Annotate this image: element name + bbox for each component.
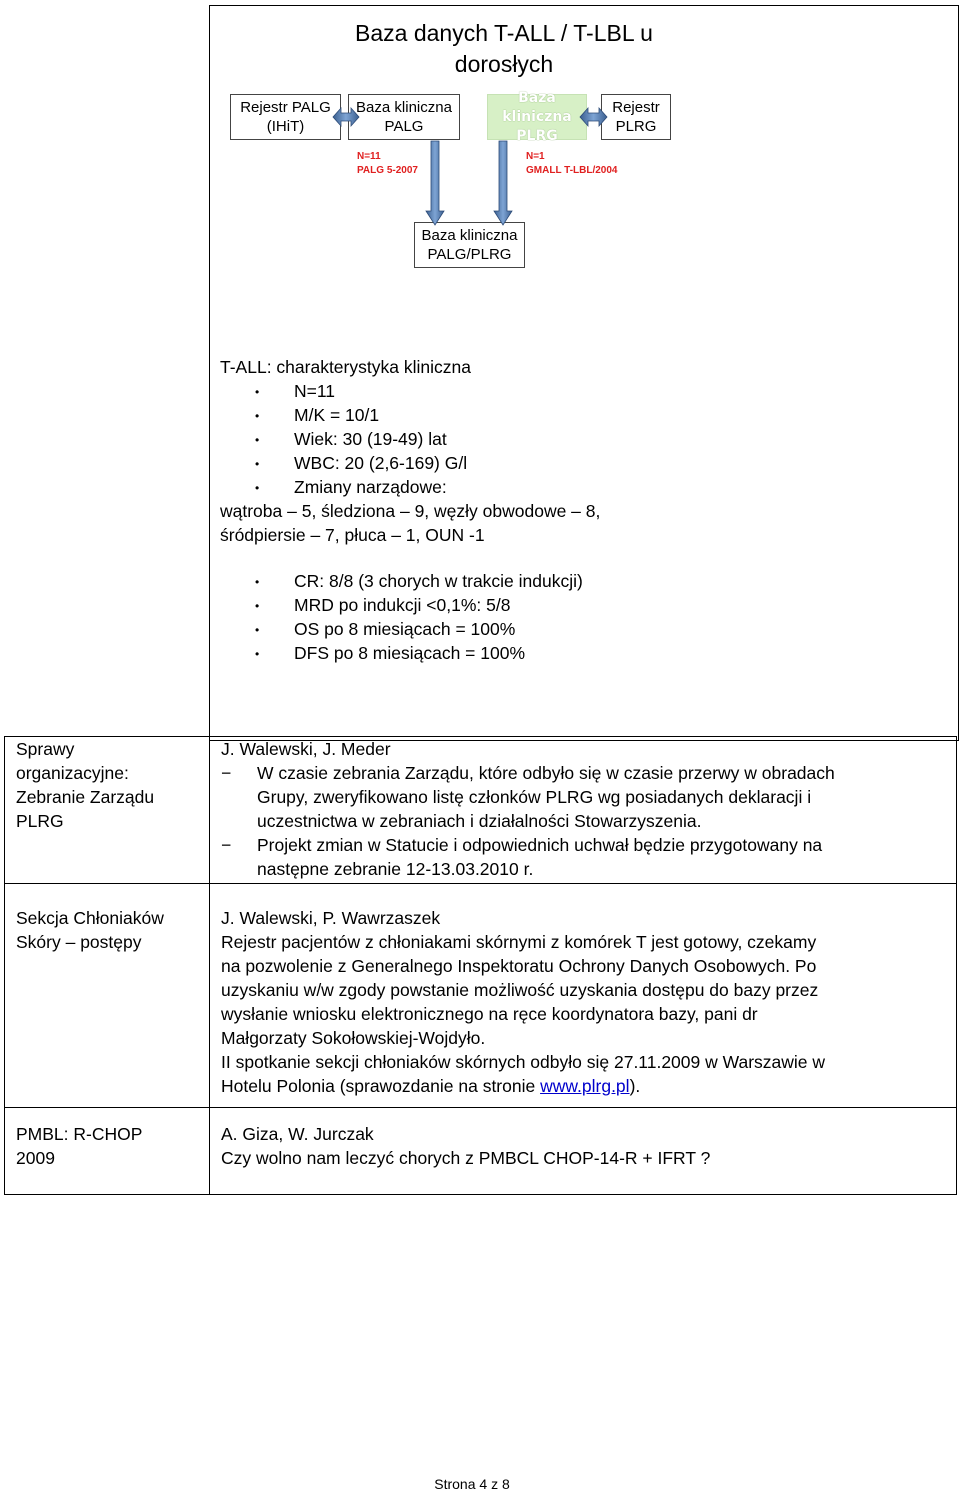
box-rejestr-palg-line2: (IHiT) bbox=[266, 118, 305, 135]
row2-author: J. Walewski, P. Wawrzaszek bbox=[221, 908, 441, 928]
row1-item-1-line: Grupy, zweryfikowano listę członków PLRG wg posiadanych deklaracji i bbox=[257, 787, 812, 807]
row2-last-line bbox=[221, 1074, 825, 1098]
row1-left bbox=[16, 737, 154, 833]
row2-line: Małgorzaty Sokołowskiej-Wojdyło. bbox=[221, 1028, 486, 1048]
row2-left-line: Skóry – postępy bbox=[16, 932, 142, 952]
arrow-down-palg bbox=[426, 141, 444, 225]
double-arrow-right bbox=[580, 108, 607, 126]
box-baza-plrg-line1: Baza kliniczna bbox=[502, 89, 572, 125]
row1-item-1-line: W czasie zebrania Zarządu, które odbyło się w czasie przerwy w obradach bbox=[257, 763, 835, 783]
box-rejestr-palg-line1: Rejestr PALG bbox=[240, 99, 331, 116]
row3-left bbox=[16, 1122, 142, 1170]
row2-last-prefix: Hotelu Polonia (sprawozdanie na stronie bbox=[221, 1076, 541, 1096]
bullet-glyph: • bbox=[255, 457, 260, 471]
arrow-down-plrg bbox=[494, 141, 512, 225]
row2-line: na pozwolenie z Generalnego Inspektoratu Ochrony Danych Osobowych. Po bbox=[221, 956, 817, 976]
bullet-text: CR: 8/8 (3 chorych w trakcie indukcji) bbox=[294, 571, 583, 591]
row2-line: II spotkanie sekcji chłoniaków skórnych odbyło się 27.11.2009 w Warszawie w bbox=[221, 1052, 826, 1072]
row3-left-line: 2009 bbox=[16, 1148, 55, 1168]
box-baza-plrg-line2: PLRG bbox=[516, 127, 558, 144]
bullet-glyph: • bbox=[255, 385, 260, 399]
bullet-glyph: • bbox=[255, 599, 260, 613]
note-palg bbox=[357, 150, 418, 178]
bullet-glyph: • bbox=[255, 575, 260, 589]
bullet-glyph: • bbox=[255, 433, 260, 447]
bullet-glyph: • bbox=[255, 623, 260, 637]
row2-line: uzyskaniu w/w zgody powstanie możliwość uzyskania dostępu do bazy przez bbox=[221, 980, 819, 1000]
row2-last-suffix: ). bbox=[629, 1076, 641, 1096]
bullet-text: WBC: 20 (2,6-169) G/l bbox=[294, 453, 468, 473]
row3-left-line: PMBL: R-CHOP bbox=[16, 1124, 143, 1144]
bullet-glyph: • bbox=[255, 409, 260, 423]
dash-glyph: − bbox=[221, 835, 232, 855]
bullet-text: Wiek: 30 (19-49) lat bbox=[294, 429, 447, 449]
row1-item-1-line: uczestnictwa w zebraniach i działalności Stowarzyszenia. bbox=[257, 811, 702, 831]
row1-left-line: Zebranie Zarządu bbox=[16, 787, 155, 807]
row1-left-line: PLRG bbox=[16, 811, 64, 831]
bullet-text: DFS po 8 miesiącach = 100% bbox=[294, 643, 526, 663]
box-baza-palg-line2: PALG bbox=[384, 118, 424, 135]
row3-author: A. Giza, W. Jurczak bbox=[221, 1124, 374, 1144]
slide-title-line1: Baza danych T-ALL / T-LBL u bbox=[355, 20, 653, 46]
row2-left-line: Sekcja Chłoniaków bbox=[16, 908, 164, 928]
row2-line: Rejestr pacjentów z chłoniakami skórnymi z komórek T jest gotowy, czekamy bbox=[221, 932, 817, 952]
bullet-text: MRD po indukcji <0,1%: 5/8 bbox=[294, 595, 511, 615]
bullet-text: M/K = 10/1 bbox=[294, 405, 380, 425]
flow-arrows bbox=[0, 0, 960, 300]
box-baza-palg-plrg-line2: PALG/PLRG bbox=[427, 246, 512, 263]
bullet-text: OS po 8 miesiącach = 100% bbox=[294, 619, 516, 639]
row-divider-1 bbox=[4, 883, 957, 884]
row-divider-2 bbox=[4, 1107, 957, 1108]
row1-left-line: Sprawy bbox=[16, 739, 75, 759]
note-palg-line1: N=11 bbox=[357, 151, 381, 162]
row2-line: wysłanie wniosku elektronicznego na ręce koordynatora bazy, pani dr bbox=[221, 1004, 758, 1024]
dash-glyph: − bbox=[221, 763, 232, 783]
bullet-glyph: • bbox=[255, 481, 260, 495]
note-palg-line2: PALG 5-2007 bbox=[357, 165, 418, 176]
note-plrg bbox=[526, 150, 618, 178]
note-plrg-line2: GMALL T-LBL/2004 bbox=[526, 165, 618, 176]
plrg-website-link[interactable]: www.plrg.pl bbox=[540, 1076, 630, 1096]
note-plrg-line1: N=1 bbox=[526, 151, 545, 162]
row1-item-2-line: następne zebranie 12-13.03.2010 r. bbox=[257, 859, 534, 879]
bullet-text: Zmiany narządowe: bbox=[294, 477, 447, 497]
box-rejestr-plrg-line2: PLRG bbox=[615, 118, 657, 135]
row1-item-2-line: Projekt zmian w Statucie i odpowiednich uchwał będzie przygotowany na bbox=[257, 835, 823, 855]
double-arrow-left bbox=[333, 108, 359, 126]
page-footer: Strona 4 z 8 bbox=[434, 1476, 510, 1492]
row1-author: J. Walewski, J. Meder bbox=[221, 739, 391, 759]
bullet-glyph: • bbox=[255, 647, 260, 661]
box-baza-palg-plrg-line1: Baza kliniczna bbox=[421, 227, 518, 244]
char-heading: T-ALL: charakterystyka kliniczna bbox=[220, 357, 471, 377]
bullet-text: N=11 bbox=[294, 381, 336, 401]
organ-line-1: wątroba – 5, śledziona – 9, węzły obwodowe – 8, bbox=[220, 501, 601, 521]
box-baza-palg-line1: Baza kliniczna bbox=[356, 99, 452, 116]
row1-left-line: organizacyjne: bbox=[16, 763, 129, 783]
row2-left bbox=[16, 906, 164, 954]
row2-body bbox=[221, 930, 825, 1098]
row3-body: Czy wolno nam leczyć chorych z PMBCL CHOP-14-R + IFRT ? bbox=[221, 1148, 711, 1168]
box-rejestr-plrg-line1: Rejestr bbox=[612, 99, 660, 116]
organ-line-2: śródpiersie – 7, płuca – 1, OUN -1 bbox=[220, 525, 485, 545]
slide-title-line2: dorosłych bbox=[454, 51, 554, 77]
